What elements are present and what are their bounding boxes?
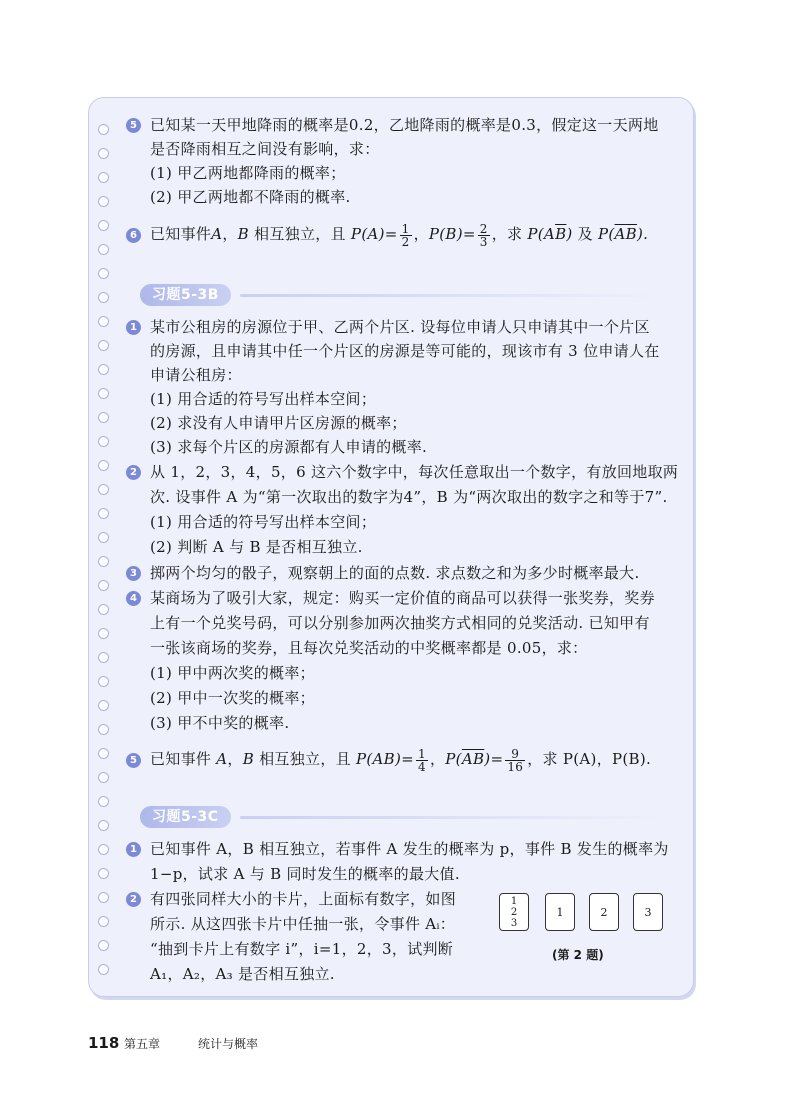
text-span: ， bbox=[222, 225, 238, 243]
card-digit: 2 bbox=[510, 906, 518, 918]
exercise-subitem: (3) 甲不中奖的概率. bbox=[150, 714, 290, 732]
exercise-number: 5 bbox=[126, 118, 141, 133]
exercise-text: 掷两个均匀的骰子，观察朝上的面的点数. 求点数之和为多少时概率最大. bbox=[150, 564, 640, 582]
exercise-text: 已知事件 A，B 相互独立，若事件 A 发生的概率为 p，事件 B 发生的概率为 bbox=[150, 840, 669, 858]
numerator: 9 bbox=[505, 748, 525, 761]
ring-icon bbox=[98, 676, 109, 687]
prob-expr: ) bbox=[566, 225, 573, 243]
ring-icon bbox=[98, 364, 109, 375]
ring-icon bbox=[98, 844, 109, 855]
ring-icon bbox=[98, 148, 109, 159]
var-b-complement: $\overline{B}$ bbox=[625, 225, 637, 243]
exercise-subitem: (1) 用合适的符号写出样本空间； bbox=[150, 390, 377, 408]
prob-expr: P( bbox=[597, 225, 615, 243]
ring-icon bbox=[98, 724, 109, 735]
fraction bbox=[400, 223, 412, 248]
ring-icon bbox=[98, 916, 109, 927]
ring-icon bbox=[98, 772, 109, 783]
ring-icon bbox=[98, 700, 109, 711]
fraction bbox=[478, 223, 490, 248]
text-span: 相互独立，且 bbox=[254, 750, 356, 768]
text-span: 已知事件 bbox=[150, 750, 217, 768]
ring-icon bbox=[98, 532, 109, 543]
exercise-number: 2 bbox=[126, 892, 141, 907]
denominator: 3 bbox=[479, 234, 488, 249]
ring-icon bbox=[98, 124, 109, 135]
heading-rule bbox=[240, 294, 660, 297]
exercise-subitem: (2) 判断 A 与 B 是否相互独立. bbox=[150, 538, 363, 556]
var-b: B bbox=[237, 225, 249, 243]
section-label: 统计与概率 bbox=[198, 1037, 259, 1051]
card-1: 1 bbox=[545, 893, 575, 931]
ring-icon bbox=[98, 628, 109, 639]
text-span: 相互独立，且 bbox=[248, 225, 351, 243]
exercise-subitem: (1) 甲乙两地都降雨的概率； bbox=[150, 164, 346, 182]
ring-icon bbox=[98, 292, 109, 303]
ring-icon bbox=[98, 556, 109, 567]
var-a-complement: $\overline{A}$ bbox=[461, 750, 473, 768]
exercise-text: 次. 设事件 A 为“第一次取出的数字为4”，B 为“两次取出的数字之和等于7”. bbox=[150, 488, 668, 506]
ring-icon bbox=[98, 484, 109, 495]
card-3: 3 bbox=[633, 893, 663, 931]
ring-icon bbox=[98, 940, 109, 951]
denominator: 2 bbox=[401, 234, 410, 249]
section-heading-3c bbox=[140, 806, 660, 830]
ring-icon bbox=[98, 820, 109, 831]
chapter-label: 第五章 bbox=[124, 1037, 161, 1051]
exercise-text bbox=[150, 744, 651, 774]
numerator: 1 bbox=[401, 221, 410, 236]
card-2: 2 bbox=[589, 893, 619, 931]
ring-icon bbox=[98, 964, 109, 975]
exercise-subitem: (1) 用合适的符号写出样本空间； bbox=[150, 513, 377, 531]
prob-expr: P( bbox=[445, 750, 462, 768]
card-digit: 3 bbox=[510, 917, 518, 929]
exercise-number: 5 bbox=[126, 753, 141, 768]
exercise-number: 1 bbox=[126, 842, 141, 857]
prob-expr: P(A bbox=[527, 225, 556, 243]
exercise-text: 从 1，2，3，4，5，6 这六个数字中，每次任意取出一个数字，有放回地取两 bbox=[150, 463, 679, 481]
exercise-text: 上有一个兑奖号码，可以分别参加两次抽奖方式相同的兑奖活动. 已知甲有 bbox=[150, 614, 650, 632]
ring-icon bbox=[98, 340, 109, 351]
ring-icon bbox=[98, 892, 109, 903]
notebook-rings bbox=[98, 120, 112, 980]
exercise-number: 6 bbox=[126, 228, 141, 243]
exercise-text: 1−p，试求 A 与 B 同时发生的概率的最大值. bbox=[150, 865, 460, 883]
exercise-text: 一张该商场的奖券，且每次兑奖活动的中奖概率都是 0.05，求： bbox=[150, 639, 588, 657]
var-a: A bbox=[211, 225, 223, 243]
exercise-text: “抽到卡片上有数字 i”，i=1，2，3，试判断 bbox=[150, 940, 454, 958]
exercise-subitem: (1) 甲中两次奖的概率； bbox=[150, 664, 315, 682]
ring-icon bbox=[98, 244, 109, 255]
exercise-number: 3 bbox=[126, 566, 141, 581]
exercise-text: A₁，A₂，A₃ 是否相互独立. bbox=[150, 965, 335, 983]
ring-icon bbox=[98, 172, 109, 183]
exercise-text: 申请公租房： bbox=[150, 366, 242, 384]
exercise-text: 所示. 从这四张卡片中任抽一张，令事件 Aᵢ： bbox=[150, 915, 456, 933]
ring-icon bbox=[98, 388, 109, 399]
ring-icon bbox=[98, 268, 109, 279]
exercise-subitem: (3) 求每个片区的房源都有人申请的概率. bbox=[150, 438, 428, 456]
prob-expr: )= bbox=[484, 750, 504, 768]
text-span: ，求 P(A)，P(B). bbox=[527, 750, 652, 768]
exercise-number: 4 bbox=[126, 591, 141, 606]
ring-icon bbox=[98, 196, 109, 207]
exercise-subitem: (2) 求没有人申请甲片区房源的概率； bbox=[150, 414, 407, 432]
exercise-number: 2 bbox=[126, 465, 141, 480]
ring-icon bbox=[98, 868, 109, 879]
card-multi bbox=[499, 893, 529, 931]
exercise-number: 1 bbox=[126, 320, 141, 335]
exercise-text: 有四张同样大小的卡片，上面标有数字，如图 bbox=[150, 890, 457, 908]
text-span: ，求 bbox=[491, 225, 528, 243]
text-span: 及 bbox=[572, 225, 598, 243]
card-digit: 1 bbox=[510, 895, 518, 907]
numerator: 2 bbox=[479, 221, 488, 236]
card-figure bbox=[497, 893, 667, 933]
section-heading-3b bbox=[140, 284, 660, 308]
ring-icon bbox=[98, 748, 109, 759]
exercise-text: 的房源，且申请其中任一个片区的房源是等可能的，现该市有 3 位申请人在 bbox=[150, 342, 660, 360]
denominator: 4 bbox=[418, 759, 426, 774]
text-span: ， bbox=[429, 750, 446, 768]
section-title: 习题5-3B bbox=[140, 284, 231, 306]
fraction bbox=[505, 748, 525, 773]
section-title: 习题5-3C bbox=[140, 806, 231, 828]
exercise-subitem: (2) 甲中一次奖的概率； bbox=[150, 689, 315, 707]
text-span: 已知事件 bbox=[150, 225, 212, 243]
ring-icon bbox=[98, 580, 109, 591]
ring-icon bbox=[98, 508, 109, 519]
page-number: 118 bbox=[88, 1034, 120, 1052]
ring-icon bbox=[98, 796, 109, 807]
var-a: A bbox=[216, 750, 228, 768]
ring-icon bbox=[98, 436, 109, 447]
ring-icon bbox=[98, 220, 109, 231]
text-span: ， bbox=[413, 225, 429, 243]
figure-caption: (第 2 题) bbox=[552, 948, 604, 962]
text-span: ， bbox=[227, 750, 243, 768]
numerator: 1 bbox=[418, 746, 426, 761]
ring-icon bbox=[98, 316, 109, 327]
exercise-text: 是否降雨相互之间没有影响，求： bbox=[150, 140, 380, 158]
exercise-text: 某商场为了吸引大家，规定：购买一定价值的商品可以获得一张奖券，奖券 bbox=[150, 589, 655, 607]
prob-expr: P(A)= bbox=[350, 225, 398, 243]
exercise-subitem: (2) 甲乙两地都不降雨的概率. bbox=[150, 188, 351, 206]
fraction bbox=[416, 748, 428, 773]
var-b: B bbox=[242, 750, 255, 768]
prob-expr: ). bbox=[637, 225, 649, 243]
denominator: 16 bbox=[507, 759, 524, 774]
exercise-text bbox=[150, 219, 648, 249]
exercise-text: 已知某一天甲地降雨的概率是0.2，乙地降雨的概率是0.3，假定这一天两地 bbox=[150, 116, 659, 134]
heading-rule bbox=[240, 816, 660, 819]
prob-expr: P(B)= bbox=[428, 225, 476, 243]
ring-icon bbox=[98, 604, 109, 615]
var-a-complement: $\overline{A}$ bbox=[614, 225, 626, 243]
ring-icon bbox=[98, 460, 109, 471]
ring-icon bbox=[98, 652, 109, 663]
var-b-complement: $\overline{B}$ bbox=[555, 225, 567, 243]
ring-icon bbox=[98, 412, 109, 423]
exercise-text: 某市公租房的房源位于甲、乙两个片区. 设每位申请人只申请其中一个片区 bbox=[150, 318, 650, 336]
var-b-complement: $\overline{B}$ bbox=[472, 750, 485, 768]
prob-expr: P(AB)= bbox=[356, 750, 415, 768]
